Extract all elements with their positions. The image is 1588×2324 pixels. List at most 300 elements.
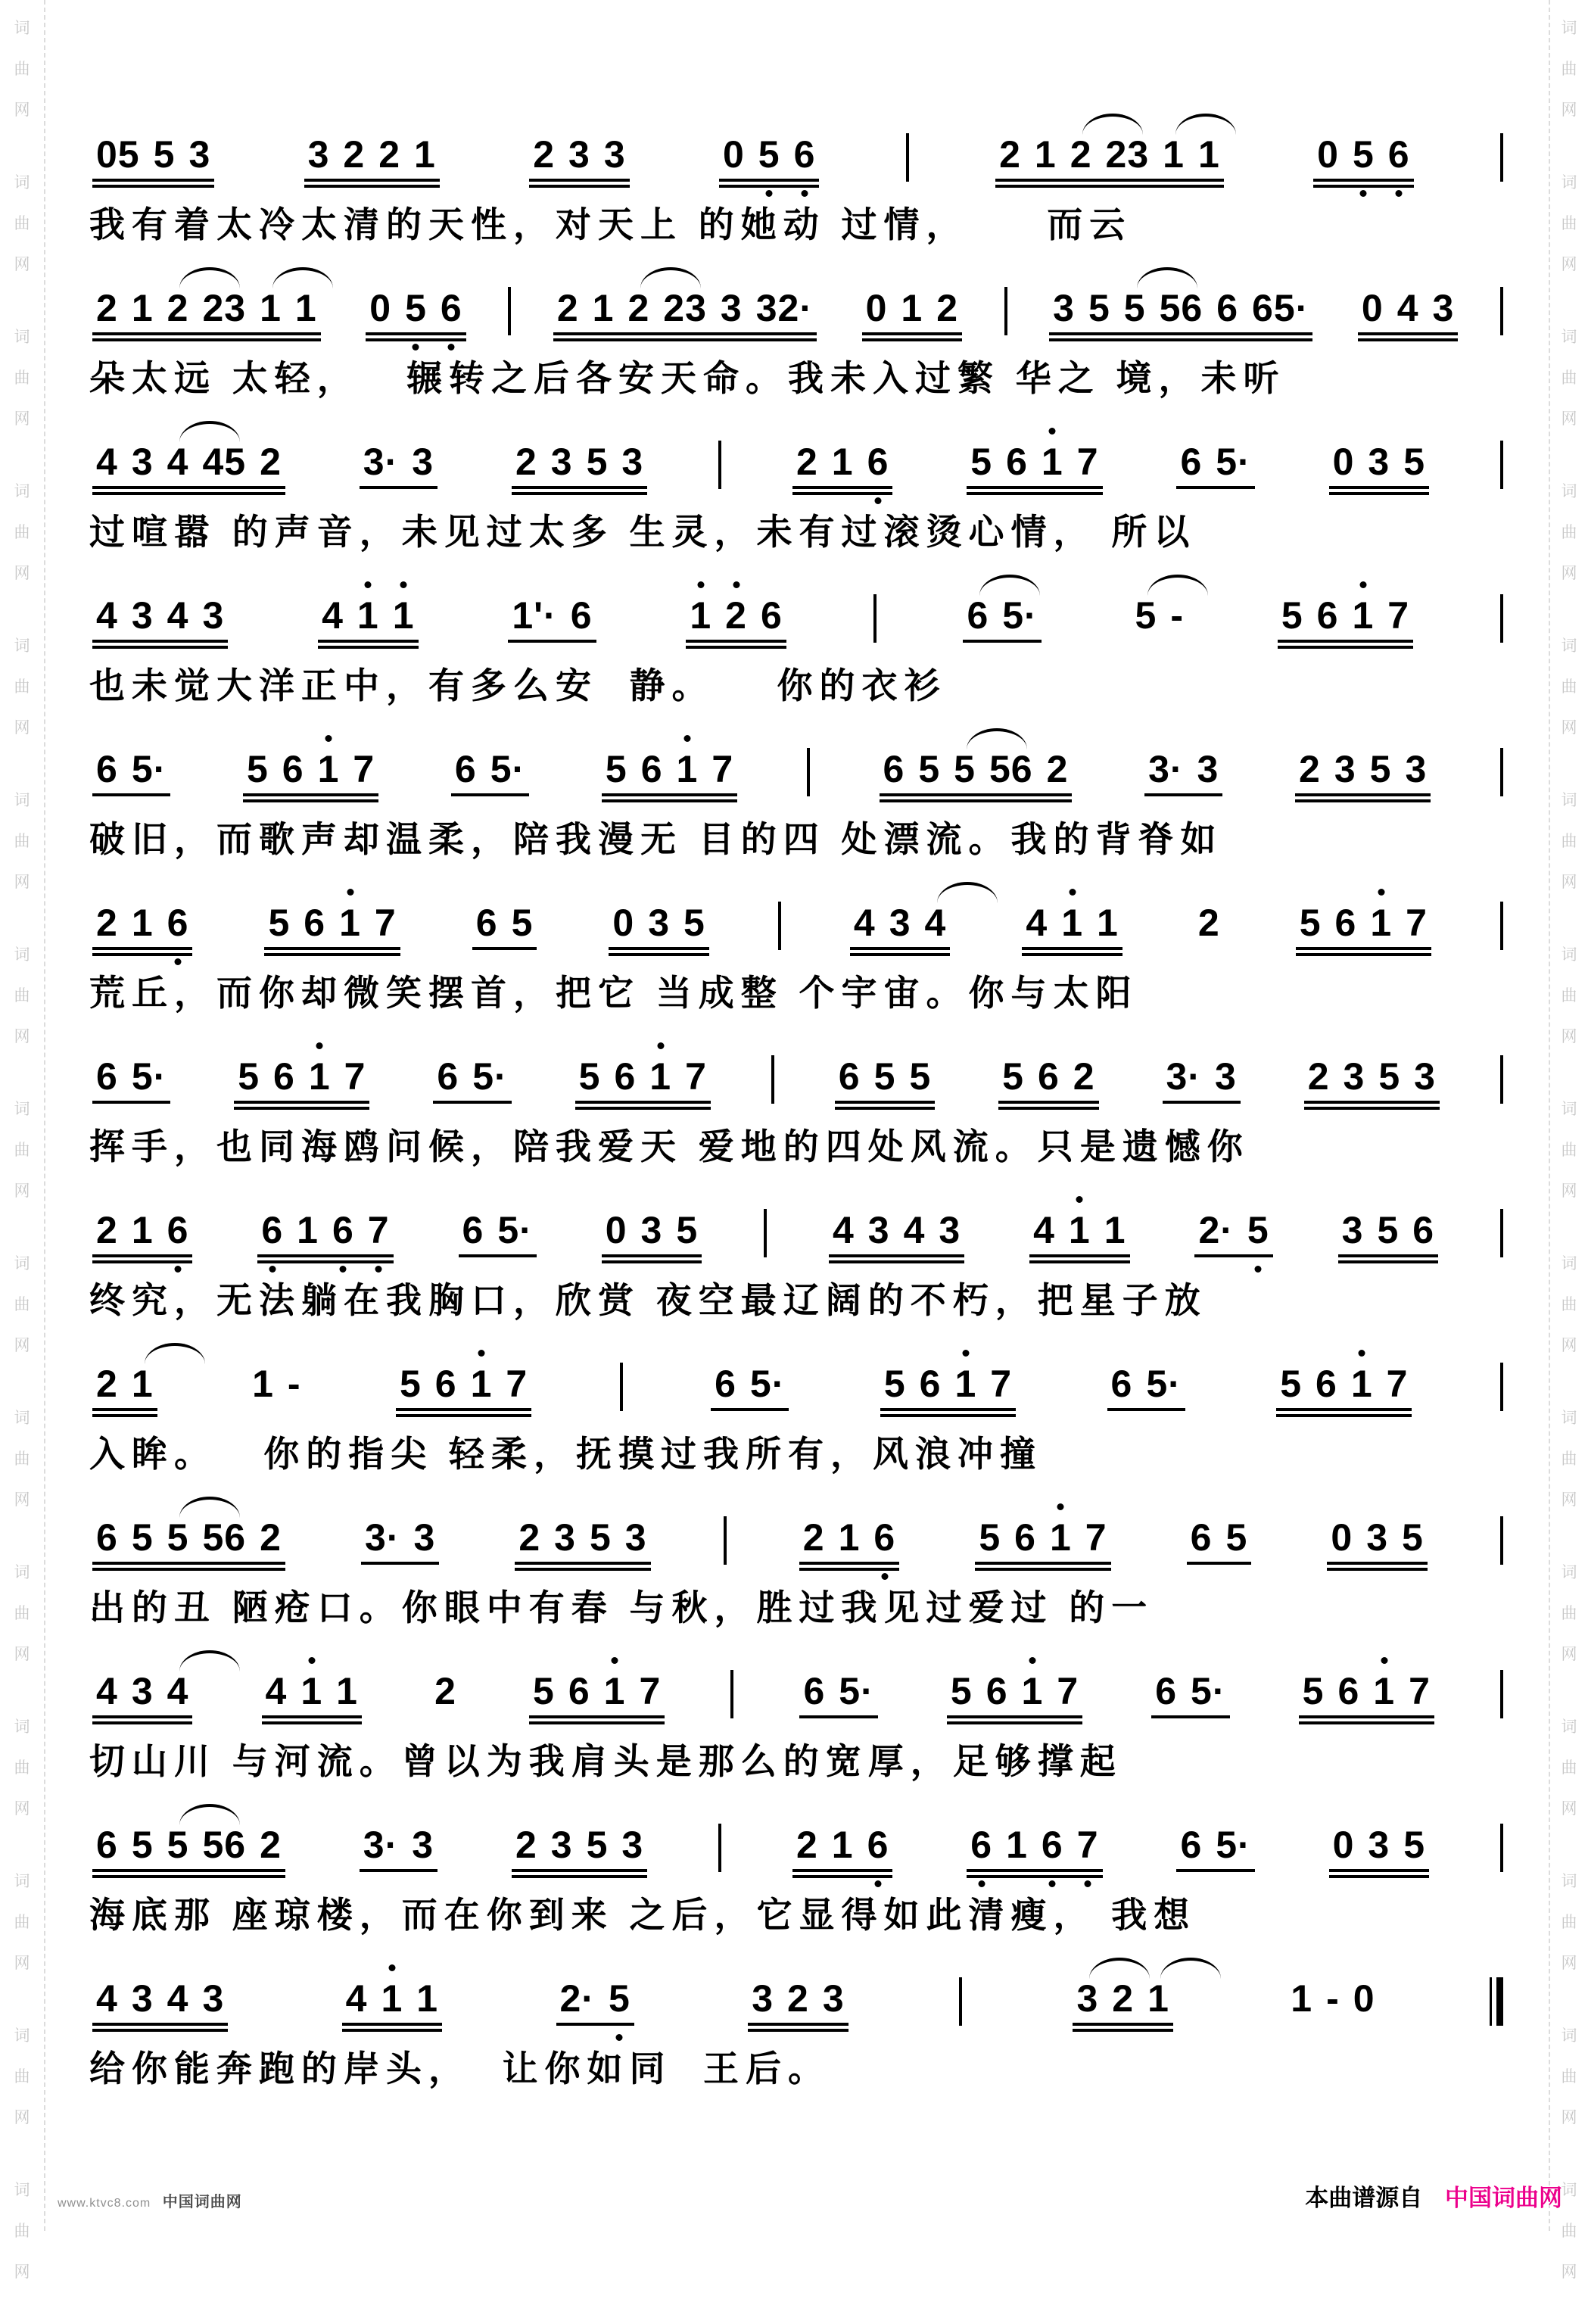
beam-line: [1304, 1107, 1440, 1110]
beam-line: [947, 1715, 1082, 1718]
beam-line: [262, 1715, 362, 1718]
barline: [873, 594, 877, 643]
watermark-gap: [6, 1520, 38, 1552]
watermark-char: 曲: [14, 1759, 30, 1777]
beam-line: [880, 1414, 1016, 1417]
note: 7: [1077, 1824, 1099, 1866]
slur-arc: [1082, 114, 1143, 135]
barline: [508, 287, 511, 335]
note: 1: [1370, 902, 1392, 944]
beam-line: [799, 1715, 877, 1718]
beam-line: [366, 338, 466, 341]
note: 5: [758, 133, 780, 176]
octave-dot-above: [325, 735, 332, 742]
beam-line: [1313, 185, 1413, 188]
beam-group: [89, 594, 231, 637]
octave-dot-above: [1049, 428, 1056, 435]
beam-line: [967, 486, 1102, 489]
watermark-char: 曲: [1561, 678, 1577, 696]
beam-line: [508, 640, 596, 643]
note: 5: [1402, 1516, 1424, 1559]
barline: [1500, 1209, 1503, 1257]
beam-line: [686, 646, 786, 649]
beam-line: [243, 799, 378, 802]
beam-group: [1160, 1055, 1244, 1098]
note: 1: [1034, 133, 1057, 176]
note: 5·: [131, 748, 167, 790]
watermark-char: 网: [14, 1491, 30, 1509]
note: 5: [167, 1516, 189, 1559]
note: -: [1170, 594, 1185, 637]
note: 5: [167, 1824, 189, 1866]
beam-group: [877, 1363, 1019, 1405]
beam-line: [529, 1721, 665, 1724]
note: 2: [796, 1824, 818, 1866]
note: 3: [550, 1824, 573, 1866]
note: 4: [96, 1977, 118, 2020]
beam-line: [92, 179, 214, 182]
watermark-char: 曲: [1561, 1295, 1577, 1313]
watermark-char: 词: [1561, 482, 1577, 500]
beam-line: [975, 1568, 1110, 1571]
beam-line: [963, 640, 1041, 643]
beam-line: [472, 947, 537, 950]
watermark-gap: [6, 593, 38, 625]
lyrics-line: 入眸。 你的指尖 轻柔，抚摸过我所有，风浪冲撞: [89, 1435, 1042, 1475]
note: 6: [715, 1363, 736, 1405]
watermark-char: 曲: [1561, 214, 1577, 232]
right-edge-watermark: [1553, 8, 1585, 2324]
octave-dot-above: [347, 889, 353, 896]
note: 6: [462, 1209, 484, 1251]
beam-line: [711, 1408, 789, 1411]
watermark-char: 词: [1561, 1718, 1577, 1736]
beam-group: [1173, 1824, 1257, 1866]
watermark-char: 词: [14, 791, 30, 809]
beam-group: [1355, 287, 1461, 329]
notes-row: [89, 573, 1503, 643]
notes-row: [89, 112, 1503, 182]
beam-line: [243, 793, 378, 796]
beam-group: [1335, 1209, 1441, 1251]
note: 5: [131, 1516, 154, 1559]
beam-line: [575, 1101, 711, 1104]
octave-dot-below: [766, 190, 773, 197]
lyrics-line: 我有着太冷太清的天性，对天上 的她动 过情， 而云: [89, 206, 1132, 245]
note: 3: [889, 902, 911, 944]
watermark-char: 曲: [1561, 523, 1577, 541]
beam-line: [92, 1869, 285, 1872]
beam-line: [829, 1254, 964, 1257]
system-4: [89, 573, 1503, 709]
watermark-char: 网: [14, 873, 30, 891]
note: 5: [1377, 1209, 1400, 1251]
note: 5·: [1216, 1824, 1251, 1866]
beam-group: [89, 1516, 288, 1559]
beam-line: [835, 1101, 935, 1104]
beam-line: [1278, 646, 1413, 649]
note: 2: [260, 441, 282, 483]
beam-line: [1358, 338, 1458, 341]
note: 7: [711, 748, 734, 790]
note: 2: [1046, 748, 1069, 790]
lyrics-line: 过喧嚣 的声音，未见过太多 生灵，未有过滚烫心情， 所以: [89, 513, 1197, 553]
note: 5: [1281, 594, 1303, 637]
watermark-char: 词: [14, 173, 30, 192]
note: 2: [515, 441, 537, 483]
beam-line: [512, 1869, 647, 1872]
watermark-char: 曲: [1561, 2067, 1577, 2086]
beam-line: [1278, 640, 1413, 643]
beam-group: [1129, 594, 1191, 637]
watermark-char: 词: [1561, 637, 1577, 655]
beam-group: [526, 133, 632, 176]
beam-group: [599, 748, 740, 790]
slur-arc: [979, 575, 1040, 596]
note: 1: [131, 902, 154, 944]
beam-line: [92, 953, 192, 956]
beam-line: [998, 1101, 1098, 1104]
octave-dot-above: [733, 581, 740, 588]
note: 5: [873, 1055, 896, 1098]
beam-line: [318, 640, 418, 643]
note: 1: [1291, 1977, 1313, 2020]
beam-line: [92, 185, 214, 188]
note: 6: [96, 1516, 118, 1559]
note: 5: [609, 1977, 631, 2020]
watermark-char: 网: [14, 255, 30, 273]
note: 7: [1387, 594, 1410, 637]
note: 6: [1216, 287, 1239, 329]
slur-arc: [179, 421, 240, 442]
note: 6: [873, 1516, 895, 1559]
beam-group: [89, 441, 288, 483]
note: 6: [760, 594, 783, 637]
note: 4: [167, 594, 189, 637]
beam-line: [609, 953, 708, 956]
beam-group: [1296, 1670, 1437, 1712]
note: 1: [1197, 133, 1220, 176]
beam-group: [89, 1670, 195, 1712]
note: 3: [621, 441, 644, 483]
beam-group: [363, 287, 469, 329]
note: 0: [1361, 287, 1384, 329]
barline: [1500, 1824, 1503, 1872]
watermark-char: 网: [14, 2108, 30, 2126]
beam-line: [1151, 1715, 1229, 1718]
watermark-gap: [6, 439, 38, 471]
beam-line: [529, 179, 629, 182]
note: 5: [238, 1055, 260, 1098]
notes-row: [89, 727, 1503, 796]
note: 3: [131, 594, 154, 637]
slur-arc: [179, 1650, 240, 1671]
beam-group: [1184, 1516, 1255, 1559]
octave-dot-above: [697, 581, 704, 588]
watermark-gap: [6, 1674, 38, 1706]
octave-dot-below: [340, 1266, 347, 1273]
beam-group: [89, 748, 173, 790]
watermark-char: 词: [1561, 1254, 1577, 1273]
watermark-char: 词: [14, 482, 30, 500]
beam-group: [428, 1670, 463, 1712]
beam-line: [880, 1408, 1016, 1411]
beam-line: [92, 1875, 285, 1878]
note: 7: [1085, 1516, 1107, 1559]
note: 2: [796, 441, 818, 483]
beam-line: [1029, 1260, 1129, 1263]
beam-line: [264, 953, 400, 956]
watermark-gap: [1553, 593, 1585, 625]
watermark-char: 网: [1561, 1645, 1577, 1663]
beam-group: [716, 133, 822, 176]
beam-group: [505, 594, 599, 637]
note: 6: [985, 1670, 1008, 1712]
beam-group: [599, 1209, 705, 1251]
watermark-char: 网: [1561, 255, 1577, 273]
beam-line: [1329, 1869, 1429, 1872]
beam-line: [92, 486, 285, 489]
note: 1: [831, 441, 854, 483]
note: 2: [96, 287, 118, 329]
note: 56: [989, 748, 1033, 790]
note: 2: [1112, 1977, 1135, 2020]
beam-line: [92, 1715, 192, 1718]
note: 3: [867, 1209, 890, 1251]
beam-line: [792, 1875, 892, 1878]
watermark-char: 词: [14, 1254, 30, 1273]
note: 2: [533, 133, 555, 176]
watermark-gap: [6, 902, 38, 934]
beam-line: [575, 1107, 711, 1110]
note: 5: [131, 1824, 154, 1866]
beam-line: [792, 486, 892, 489]
barline: [724, 1516, 727, 1565]
note: 5: [605, 748, 627, 790]
note: 1: [954, 1363, 976, 1405]
system-2: [89, 266, 1503, 401]
barline: [1500, 748, 1503, 796]
note: 3: [640, 1209, 663, 1251]
beam-line: [1358, 332, 1458, 335]
beam-line: [609, 947, 708, 950]
octave-dot-below: [1360, 190, 1367, 197]
system-5: [89, 727, 1503, 862]
watermark-char: 曲: [14, 832, 30, 850]
note: 2: [96, 1209, 118, 1251]
beam-line: [515, 1562, 650, 1565]
note: 5·: [472, 1055, 508, 1098]
beam-line: [529, 185, 629, 188]
note: 5: [676, 1209, 699, 1251]
lyrics-line: 朵太远 太轻， 辗转之后各安天命。我未入过繁 华之 境，未听: [89, 360, 1286, 399]
watermark-char: 网: [1561, 1799, 1577, 1818]
note: 3: [202, 594, 225, 637]
note: 1'·: [512, 594, 557, 637]
watermark-char: 网: [14, 1336, 30, 1354]
note: 2: [518, 1516, 541, 1559]
beam-group: [393, 1363, 534, 1405]
barline: [1500, 902, 1503, 950]
beam-line: [967, 492, 1102, 495]
watermark-gap: [1553, 1366, 1585, 1397]
slur-arc: [179, 1497, 240, 1518]
note: 6: [919, 1363, 942, 1405]
watermark-char: 网: [14, 718, 30, 737]
beam-line: [92, 1260, 192, 1263]
beam-group: [1104, 1363, 1188, 1405]
note: 5: [533, 1670, 555, 1712]
beam-group: [1284, 1977, 1381, 2020]
beam-line: [1295, 799, 1431, 802]
note: 1: [831, 1824, 854, 1866]
beam-group: [789, 1824, 895, 1866]
note: 4: [96, 441, 118, 483]
lyrics-line: 荒丘，而你却微笑摆首，把它 当成整 个宇宙。你与太阳: [89, 974, 1138, 1014]
note: 1: [901, 287, 923, 329]
footer-right: [1305, 2179, 1562, 2213]
note: 3: [1414, 1055, 1436, 1098]
barline: [959, 1977, 962, 2026]
octave-dot-above: [365, 581, 372, 588]
footer-source-label: 本曲谱源自: [1305, 2185, 1423, 2211]
barline: [807, 748, 810, 796]
note: 65·: [1252, 287, 1309, 329]
watermark-gap: [1553, 1520, 1585, 1552]
note: 4: [1033, 1209, 1055, 1251]
note: 3·: [363, 1824, 399, 1866]
slur-arc: [179, 1804, 240, 1825]
watermark-char: 网: [1561, 718, 1577, 737]
note: 5: [1378, 1055, 1401, 1098]
beam-line: [366, 332, 466, 335]
beam-group: [89, 1055, 173, 1098]
slur-arc: [145, 1343, 205, 1364]
watermark-char: 网: [14, 564, 30, 582]
beam-line: [92, 947, 192, 950]
beam-line: [1073, 2029, 1172, 2032]
beam-line: [92, 332, 321, 335]
note: 1: [339, 902, 361, 944]
watermark-char: 网: [14, 1182, 30, 1200]
beam-line: [850, 953, 950, 956]
watermark-char: 曲: [14, 1604, 30, 1622]
note: 3: [1197, 748, 1219, 790]
lyrics-line: 破旧，而歌声却温柔，陪我漫无 目的四 处漂流。我的背脊如: [89, 821, 1223, 860]
beam-line: [792, 1869, 892, 1872]
beam-line: [92, 1254, 192, 1257]
note: 2: [515, 1824, 537, 1866]
note: 5: [268, 902, 291, 944]
note: 6: [1316, 594, 1339, 637]
beam-group: [960, 594, 1044, 637]
note: 3: [412, 1824, 434, 1866]
watermark-gap: [6, 1829, 38, 1861]
notes-row: [89, 1495, 1503, 1565]
note: 5: [954, 748, 976, 790]
note: 3: [1214, 1055, 1237, 1098]
octave-dot-above: [1378, 889, 1384, 896]
note: 3: [939, 1209, 961, 1251]
watermark-gap: [1553, 1829, 1585, 1861]
note: 1: [294, 287, 317, 329]
note: 3: [1432, 287, 1455, 329]
octave-dot-above: [316, 1042, 323, 1049]
slur-arc: [1160, 1958, 1221, 1979]
note: 1: [1163, 133, 1185, 176]
note: 32·: [755, 287, 813, 329]
notes-row: [89, 1802, 1503, 1872]
octave-dot-above: [1076, 1196, 1083, 1203]
note: 3: [413, 1516, 436, 1559]
barline: [778, 902, 781, 950]
note: 5: [918, 748, 941, 790]
note: 6: [1006, 441, 1028, 483]
beam-line: [92, 2023, 228, 2026]
note: 2: [1070, 133, 1092, 176]
note: 7: [1409, 1670, 1431, 1712]
beam-line: [967, 1869, 1102, 1872]
watermark-char: 词: [1561, 1409, 1577, 1427]
note: 6: [1180, 441, 1203, 483]
beam-line: [92, 338, 321, 341]
note: 6: [96, 1055, 118, 1098]
beam-line: [92, 793, 170, 796]
note: 1: [297, 1209, 319, 1251]
watermark-char: 网: [1561, 2263, 1577, 2281]
note: 2: [96, 902, 118, 944]
octave-dot-above: [388, 1964, 395, 1971]
notes-row: [89, 419, 1503, 489]
system-1: [89, 112, 1503, 248]
note: 3: [554, 1516, 576, 1559]
watermark-char: 曲: [14, 1913, 30, 1931]
beam-line: [1329, 1875, 1429, 1878]
notes-row: [89, 1649, 1503, 1718]
note: 5: [586, 1824, 609, 1866]
beam-group: [796, 1670, 880, 1712]
beam-line: [748, 2029, 848, 2032]
note: 5: [586, 441, 609, 483]
beam-group: [509, 1824, 650, 1866]
note: 4: [167, 1670, 189, 1712]
watermark-char: 词: [1561, 1100, 1577, 1118]
note: 0: [612, 902, 635, 944]
barline: [620, 1363, 623, 1411]
barline: [718, 1824, 721, 1872]
watermark-char: 曲: [14, 523, 30, 541]
note: 3·: [363, 441, 399, 483]
note: 4: [1397, 287, 1419, 329]
watermark-char: 词: [14, 2026, 30, 2045]
beam-group: [448, 748, 532, 790]
beam-group: [357, 441, 441, 483]
beam-group: [339, 1977, 445, 2020]
note: 2: [260, 1824, 282, 1866]
lyrics-line: 出的丑 陋疮口。你眼中有春 与秋，胜过我见过爱过 的一: [89, 1589, 1154, 1628]
slur-arc: [1175, 114, 1236, 135]
beam-group: [606, 902, 711, 944]
beam-group: [877, 748, 1076, 790]
notes-row: [89, 880, 1503, 950]
note: 5: [970, 441, 993, 483]
note: 6: [794, 133, 816, 176]
note: 5: [979, 1516, 1001, 1559]
note: 2: [725, 594, 747, 637]
note: 3: [624, 1516, 647, 1559]
note: 6: [441, 287, 462, 329]
beam-line: [342, 2029, 442, 2032]
